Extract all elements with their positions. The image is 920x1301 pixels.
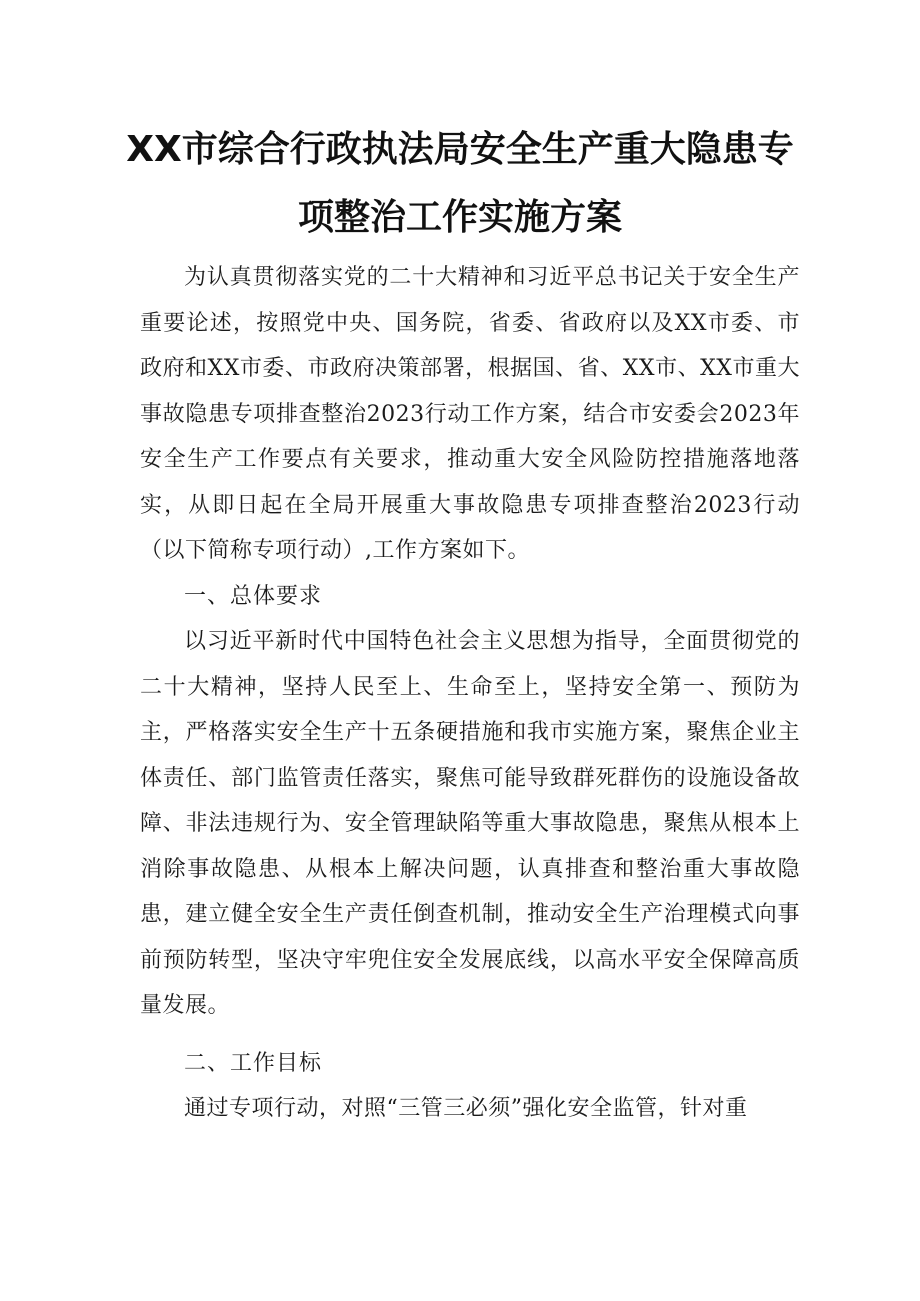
intro-paragraph: 为认真贯彻落实党的二十大精神和习近平总书记关于安全生产重要论述，按照党中央、国务院，省委、省政府以及XX市委、市政府和XX市委、市政府决策部署，根据国、省、XX市、XX市重大事故隐患专项排查整治2023行动工作方案，结合市安委会2023年安全生产工作要点有关要求，推动重大安全风险防控措施落地落实，从即日起在全局开展重大事故隐患专项排查整治2023行动（以下简称专项行动）,工作方案如下。 — [140, 265, 800, 563]
document-title-line-1: XX市综合行政执法局安全生产重大隐患专 — [126, 129, 794, 170]
document-title-line-2: 项整治工作实施方案 — [297, 197, 622, 238]
document-body — [140, 255, 800, 1132]
section-heading-overall-requirements: 一、总体要求 — [184, 583, 323, 609]
section-heading-work-goals: 二、工作目标 — [184, 1050, 323, 1076]
section-paragraph-overall-requirements: 以习近平新时代中国特色社会主义思想为指导，全面贯彻党的二十大精神，坚持人民至上、生命至上，坚持安全第一、预防为主，严格落实安全生产十五条硬措施和我市实施方案，聚焦企业主体责任、部门监管责任落实，聚焦可能导致群死群伤的设施设备故障、非法违规行为、安全管理缺陷等重大事故隐患，聚焦从根本上消除事故隐患、从根本上解决问题，认真排查和整治重大事故隐患，建立健全安全生产责任倒查机制，推动安全生产治理模式向事前预防转型，坚决守牢兜住安全发展底线，以高水平安全保障高质量发展。 — [140, 629, 800, 1018]
section-paragraph-work-goals: 通过专项行动，对照“三管三必须”强化安全监管，针对重 — [184, 1096, 748, 1121]
